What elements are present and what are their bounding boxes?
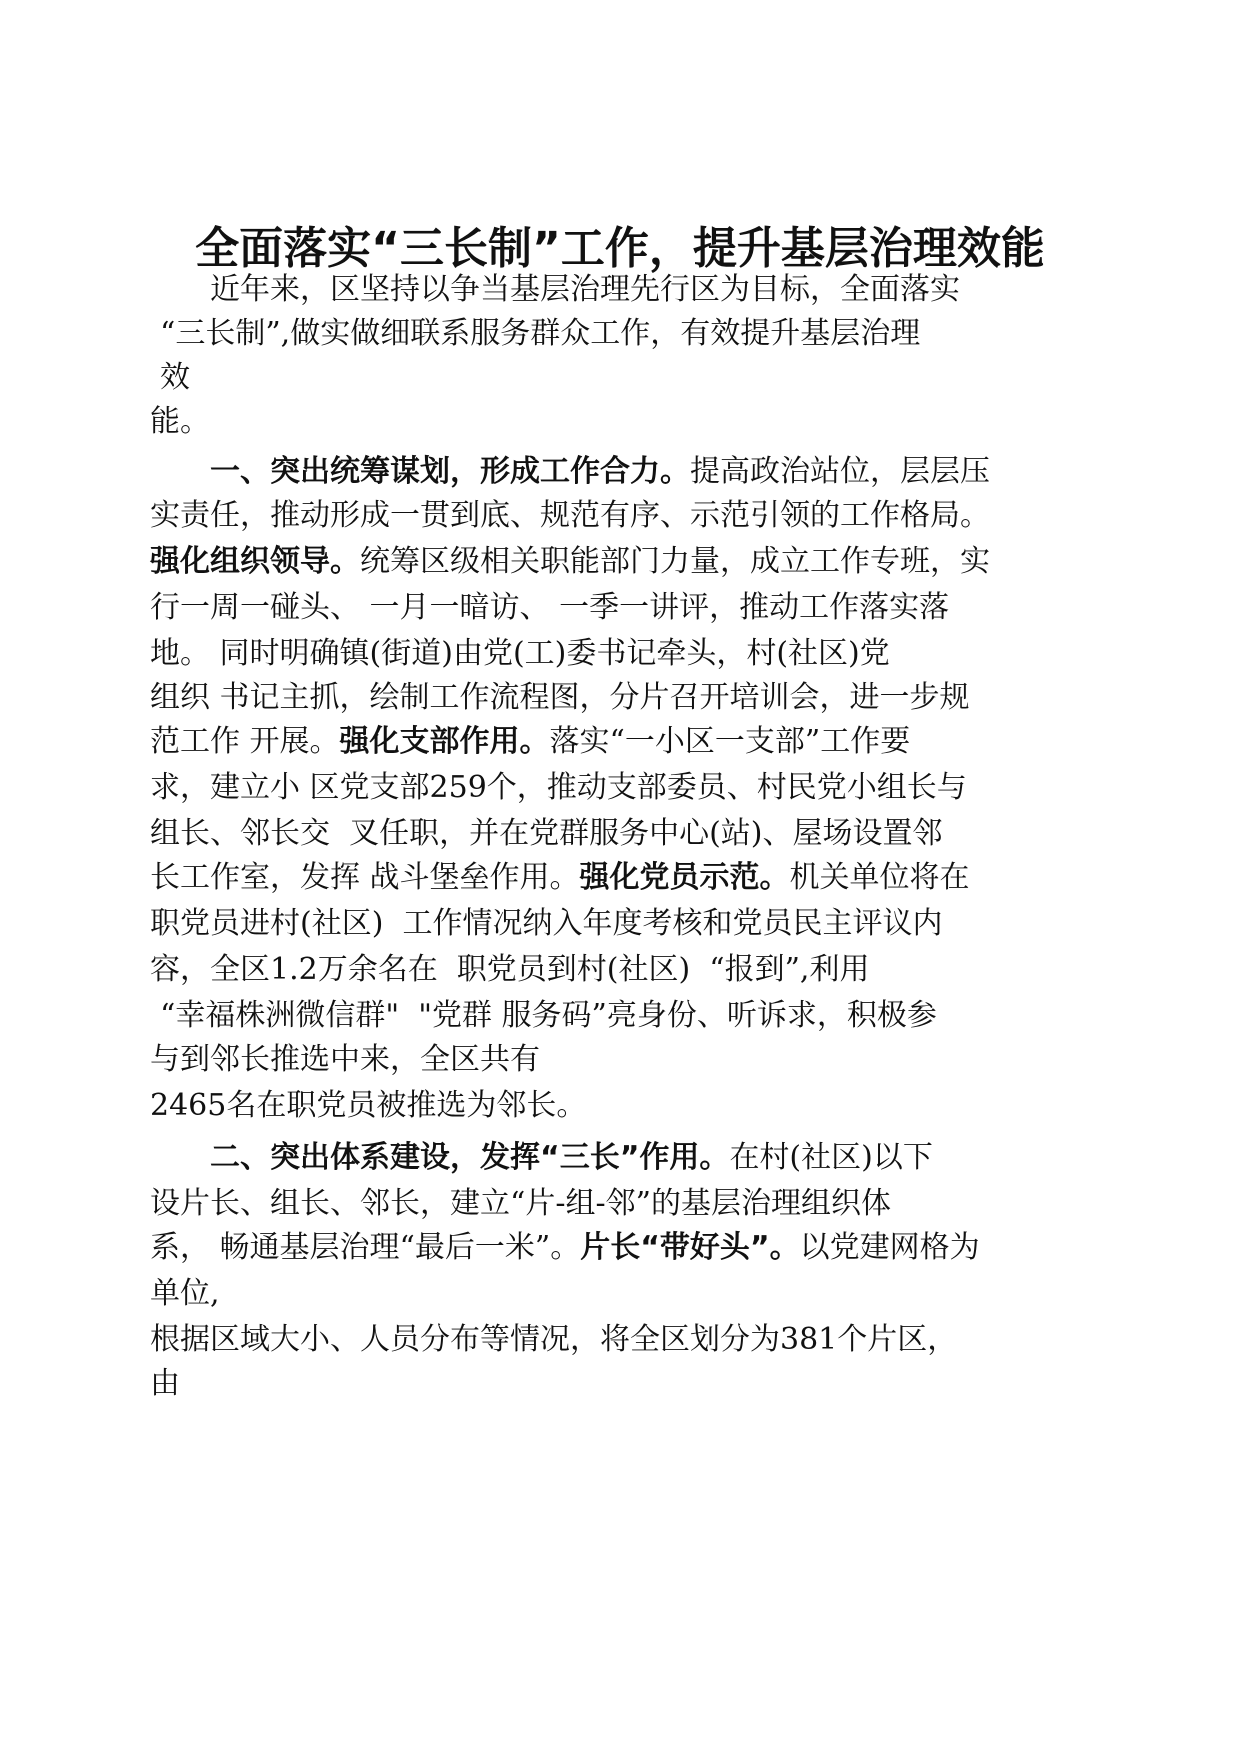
text-line [150, 1360, 1100, 1408]
text-line [160, 354, 1100, 402]
text-line [150, 1036, 1100, 1084]
line-text: 落实“一小区一支部”工作要 [549, 724, 911, 759]
line-text: 地。 同时明确镇(街道)由党(工)委书记牵头，村(社区)党 [150, 636, 890, 671]
page-title: 全面落实“三长制”工作，提升基层治理效能 [195, 223, 1045, 274]
line-text: 提高政治站位，层层压 [690, 454, 990, 489]
text-line [150, 674, 1100, 722]
line-text: 求，建立小 区党支部259个，推动支部委员、村民党小组长与 [150, 770, 967, 805]
bold-heading-text: 片长“带好头”。 [580, 1230, 800, 1265]
line-text: 效 [160, 360, 190, 395]
line-text: 以党建网格为 [799, 1230, 980, 1265]
line-text: 长工作室，发挥 战斗堡垒作用。 [150, 860, 580, 895]
line-text: 机关单位将在 [789, 860, 970, 895]
text-line [150, 1224, 1100, 1272]
line-text: 容，全区1.2万余名在 职党员到村(社区) “报到”,利用 [150, 952, 870, 987]
line-text: 能。 [150, 404, 210, 439]
text-line [210, 448, 1100, 496]
line-text: 与到邻长推选中来，全区共有 [150, 1042, 540, 1077]
text-line [150, 584, 1100, 632]
text-line [160, 992, 1100, 1040]
line-text: 2465名在职党员被推选为邻长。 [150, 1088, 587, 1123]
line-text: 行一周一碰头、 一月一暗访、 一季一讲评，推动工作落实落 [150, 590, 950, 625]
line-text: 根据区域大小、人员分布等情况，将全区划分为381个片区， [150, 1322, 958, 1357]
text-line [150, 492, 1100, 540]
text-line [210, 266, 1100, 314]
text-line [150, 718, 1100, 766]
bold-heading-text: 二、突出体系建设，发挥“三长”作用。 [210, 1140, 730, 1175]
bold-heading-text: 强化支部作用。 [339, 724, 550, 759]
text-line [150, 1270, 1100, 1318]
line-text: 组长、邻长交 叉任职，并在党群服务中心(站)、屋场设置邻 [150, 816, 943, 851]
line-text: 设片长、组长、邻长，建立“片-组-邻”的基层治理组织体 [150, 1186, 891, 1221]
line-text: “三长制”,做实做细联系服务群众工作，有效提升基层治理 [160, 316, 921, 351]
line-text: 实责任，推动形成一贯到底、规范有序、示范引领的工作格局。 [150, 498, 990, 533]
text-line [150, 1316, 1100, 1364]
line-text: 统筹区级相关职能部门力量，成立工作专班，实 [360, 544, 990, 579]
text-line [150, 1082, 1100, 1130]
line-text: “幸福株洲微信群" "党群 服务码”亮身份、听诉求，积极参 [160, 998, 937, 1033]
line-text: 职党员进村(社区) 工作情况纳入年度考核和党员民主评议内 [150, 906, 943, 941]
line-text: 在村(社区)以下 [729, 1140, 933, 1175]
bold-heading-text: 一、突出统筹谋划，形成工作合力。 [210, 454, 690, 489]
line-text: 单位, [150, 1276, 220, 1311]
text-line [150, 1180, 1100, 1228]
text-line [150, 854, 1100, 902]
bold-heading-text: 强化组织领导。 [150, 544, 360, 579]
text-line [150, 810, 1100, 858]
line-text: 系， 畅通基层治理“最后一米”。 [150, 1230, 581, 1265]
text-line [150, 764, 1100, 812]
line-text: 范工作 开展。 [150, 724, 340, 759]
text-line [150, 900, 1100, 948]
line-text: 由 [150, 1366, 180, 1401]
text-line [150, 398, 1100, 446]
text-line [150, 946, 1100, 994]
line-text: 组织 书记主抓，绘制工作流程图，分片召开培训会，进一步规 [150, 680, 970, 715]
line-text: 近年来，区坚持以争当基层治理先行区为目标，全面落实 [210, 272, 960, 307]
text-line [150, 630, 1100, 678]
text-line [150, 538, 1100, 586]
text-line [210, 1134, 1100, 1182]
bold-heading-text: 强化党员示范。 [579, 860, 790, 895]
text-line [160, 310, 1100, 358]
